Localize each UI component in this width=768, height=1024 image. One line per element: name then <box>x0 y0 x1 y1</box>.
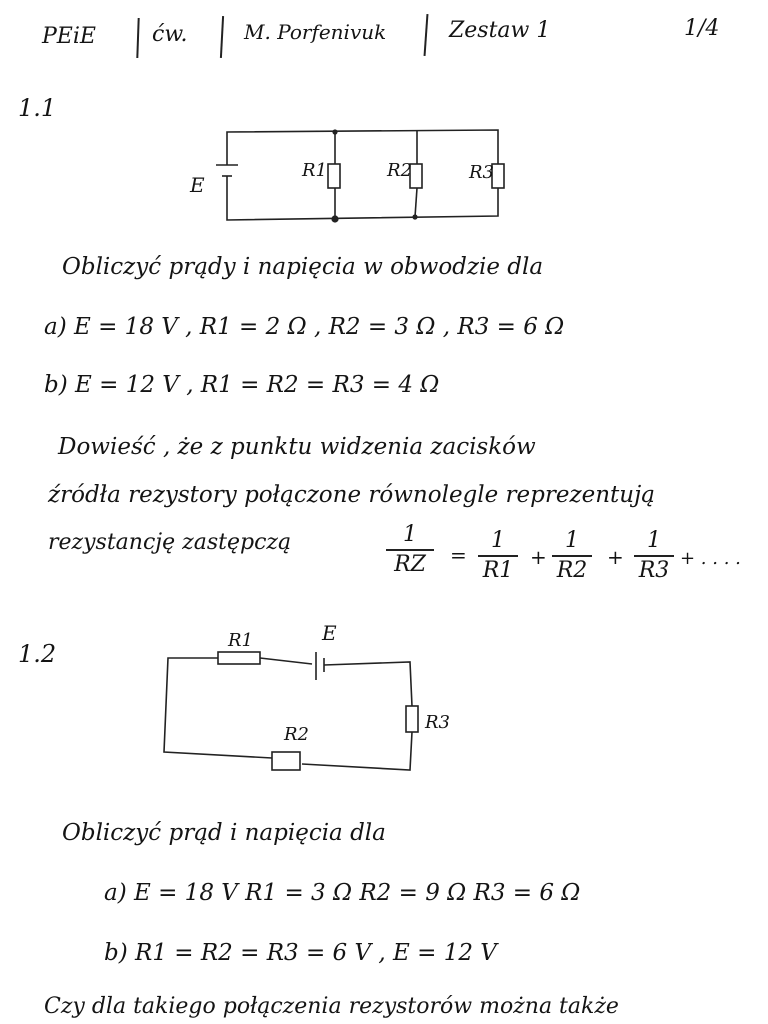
problem-1-1-prove-line-1: Dowieść , że z punktu widzenia zacisków <box>58 434 536 460</box>
circuit-1-1-label-r2: R2 <box>387 160 413 181</box>
circuit-1-2-label-r1: R1 <box>228 630 254 651</box>
formula-lhs <box>386 524 434 576</box>
header-course: PEiE <box>42 24 96 49</box>
formula-term-1 <box>478 530 518 582</box>
problem-1-1-case-b: b) E = 12 V , R1 = R2 = R3 = 4 Ω <box>44 372 440 398</box>
problem-1-2-case-b: b) R1 = R2 = R3 = 6 V , E = 12 V <box>104 940 497 966</box>
circuit-1-2 <box>150 618 451 778</box>
header-divider-1 <box>136 18 139 58</box>
problem-1-1-prove-line-2: źródła rezystory połączone równolegle reprezentują <box>48 482 655 508</box>
circuit-1-1 <box>180 120 510 230</box>
formula-term-3-num: 1 <box>647 528 661 553</box>
problem-1-1-case-a: a) E = 18 V , R1 = 2 Ω , R2 = 3 Ω , R3 = 6 Ω <box>44 314 565 340</box>
header-author: M. Porfenivuk <box>244 20 387 44</box>
header-set: Zestaw 1 <box>449 18 551 43</box>
problem-1-1-task: Obliczyć prądy i napięcia w obwodzie dla <box>62 254 544 280</box>
formula-plus-1: + <box>530 545 547 569</box>
formula-term-1-num: 1 <box>491 528 505 553</box>
problem-1-2-last-line: Czy dla takiego połączenia rezystorów można także <box>44 994 619 1019</box>
header-type: ćw. <box>152 22 188 47</box>
formula-term-2-num: 1 <box>565 528 579 553</box>
formula-lhs-num: 1 <box>403 522 417 547</box>
problem-1-2-task: Obliczyć prąd i napięcia dla <box>62 820 386 846</box>
circuit-1-2-label-e: E <box>322 621 337 645</box>
problem-1-1-number: 1.1 <box>18 94 57 122</box>
problem-1-1-prove-line-3: rezystancję zastępczą <box>48 530 292 555</box>
circuit-1-2-label-r2: R2 <box>284 724 310 745</box>
formula-equals: = <box>450 543 467 567</box>
circuit-1-2-label-r3: R3 <box>425 712 451 733</box>
formula-term-2-den: R2 <box>552 555 592 582</box>
problem-1-2-case-a: a) E = 18 V R1 = 3 Ω R2 = 9 Ω R3 = 6 Ω <box>104 880 581 906</box>
formula-tail: + . . . . <box>680 548 741 569</box>
header-divider-2 <box>220 16 224 58</box>
formula-term-3 <box>634 530 674 582</box>
circuit-1-1-label-r1: R1 <box>302 160 328 181</box>
formula-plus-2: + <box>607 545 624 569</box>
formula-term-3-den: R3 <box>634 555 674 582</box>
header-page: 1/4 <box>684 16 720 41</box>
circuit-1-1-label-e: E <box>190 173 205 197</box>
problem-1-2-number: 1.2 <box>18 640 57 668</box>
header-divider-3 <box>424 14 429 56</box>
formula-lhs-den: RZ <box>386 549 434 576</box>
circuit-1-1-label-r3: R3 <box>469 162 495 183</box>
formula-term-2 <box>552 530 592 582</box>
formula-term-1-den: R1 <box>478 555 518 582</box>
